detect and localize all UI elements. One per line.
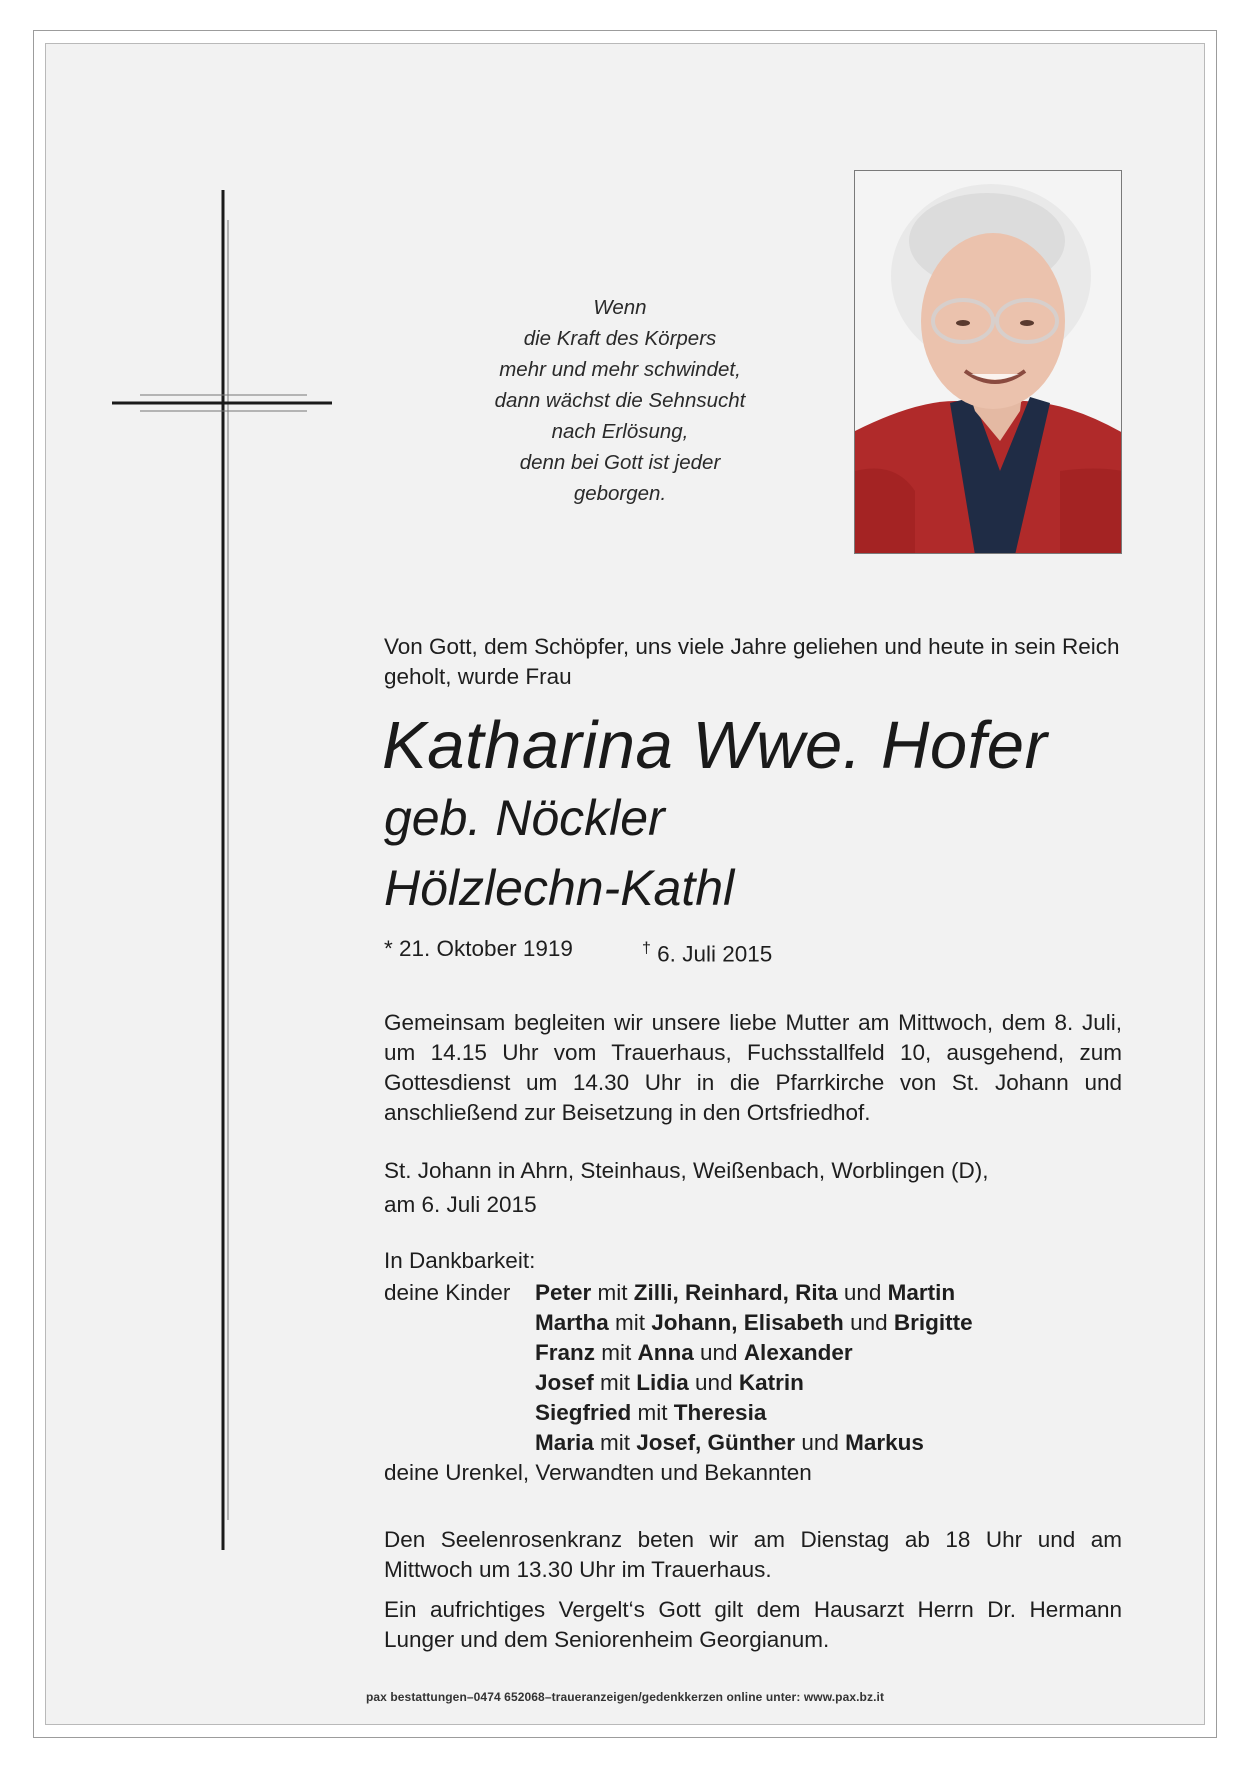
place-date [384,1154,1122,1222]
portrait-photo [854,170,1122,554]
family-names: Zilli, Reinhard, Rita [633,1280,838,1305]
family-names: Markus [845,1430,924,1455]
family-names: Lidia [636,1370,689,1395]
child-row [535,1398,1095,1428]
connector-text: und [688,1370,739,1395]
poem-line: die Kraft des Körpers [523,327,717,350]
children-rows [535,1278,1095,1458]
family-names: Brigitte [893,1310,973,1335]
rosary-notice: Den Seelenrosenkranz beten wir am Dienstag ab 18 Uhr und am Mittwoch um 13.30 Uhr im Trauerhaus. [384,1527,1122,1582]
connector-text: und [837,1280,888,1305]
family-names: Anna [637,1340,694,1365]
death-cross-icon: † [642,940,651,957]
family-names: Peter [535,1280,592,1305]
thanks-label: In Dankbarkeit: [384,1248,536,1273]
family-names: Martha [535,1310,609,1335]
connector-text: mit [608,1310,652,1335]
connector-text: und [693,1340,744,1365]
family-names: Alexander [743,1340,853,1365]
family-names: Theresia [673,1400,767,1425]
family-names: Johann, Elisabeth [651,1310,844,1335]
birth-date: * 21. Oktober 1919 [384,936,573,961]
family-names: Katrin [738,1370,804,1395]
connector-text: mit [595,1340,638,1365]
life-dates [384,934,773,967]
intro-text: Von Gott, dem Schöpfer, uns viele Jahre geliehen und heute in sein Reich geholt, wurde Frau [384,634,1120,689]
family-names: Martin [887,1280,956,1305]
connector-text: und [843,1310,894,1335]
portrait-image [855,171,1122,554]
child-row [535,1308,1095,1338]
poem-line: geborgen. [573,482,667,505]
child-row [535,1368,1095,1398]
poem-line: mehr und mehr schwindet, [499,358,741,381]
cross-icon [112,190,337,1550]
funeral-text: Gemeinsam begleiten wir unsere liebe Mutter am Mittwoch, dem 8. Juli, um 14.15 Uhr vom Trauerhaus, Fuchsstallfeld 10, ausgehend, zum Gottesdienst um 14.30 Uhr in die Pfarrkirche von St. Johann und anschließend zur Beisetzung in den Ortsfriedhof. [384,1010,1122,1125]
gratitude-notice: Ein aufrichtiges Vergelt‘s Gott gilt dem Hausarzt Herrn Dr. Hermann Lunger und dem Seniorenheim Georgianum. [384,1597,1122,1652]
child-row [535,1428,1095,1458]
connector-text: mit [631,1400,674,1425]
connector-text: mit [591,1280,634,1305]
family-names: Siegfried [535,1400,632,1425]
child-row [535,1338,1095,1368]
connector-text: und [795,1430,846,1455]
house-name: Hölzlechn-Kathl [384,860,735,916]
poem-line: nach Erlösung, [551,420,689,443]
children-label: deine Kinder [384,1280,511,1305]
birth-name: geb. Nöckler [384,790,665,846]
poem-line: denn bei Gott ist jeder [519,451,721,474]
poem [440,292,800,509]
connector-text: mit [593,1430,637,1455]
family-names: Josef [535,1370,594,1395]
death-date: 6. Juli 2015 [657,941,773,967]
place-line: St. Johann in Ahrn, Steinhaus, Weißenbach, Worblingen (D), [384,1158,989,1183]
poem-line: dann wächst die Sehnsucht [494,389,746,412]
deceased-name: Katharina Wwe. Hofer [382,708,1048,783]
family-names: Franz [535,1340,596,1365]
child-row [535,1278,1095,1308]
family-names: Maria [535,1430,594,1455]
poem-line: Wenn [593,296,647,319]
family-names: Josef, Günther [636,1430,796,1455]
connector-text: mit [593,1370,637,1395]
date-line: am 6. Juli 2015 [384,1192,537,1217]
footer-credit: pax bestattungen–0474 652068–traueranzeigen/gedenkkerzen online unter: www.pax.bz.it [365,1690,885,1704]
death-date-group [642,934,772,970]
other-mourners: deine Urenkel, Verwandten und Bekannten [384,1460,812,1485]
